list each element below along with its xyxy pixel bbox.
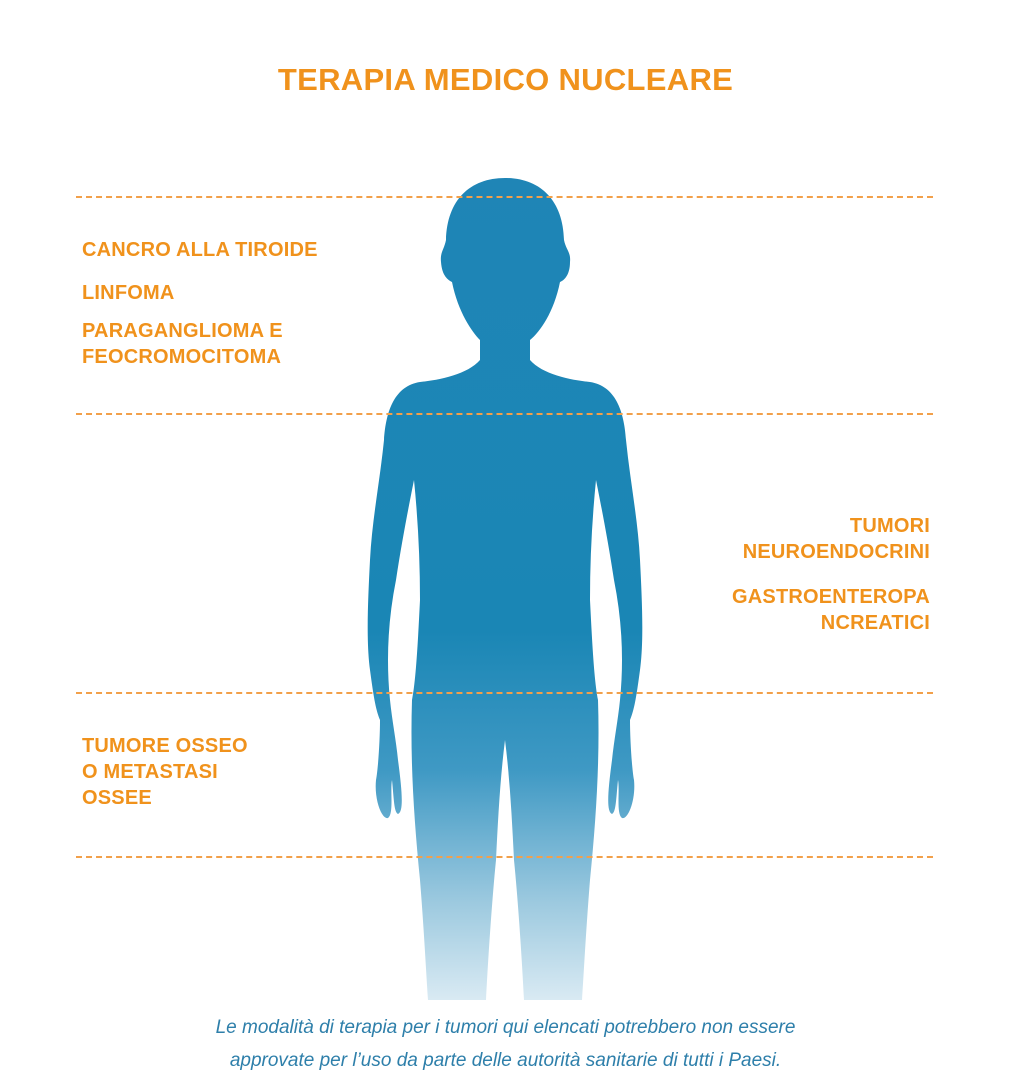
caption-line-1: Le modalità di terapia per i tumori qui elencati potrebbero non essere	[215, 1017, 796, 1038]
divider-legs	[76, 856, 933, 858]
label-line: CANCRO ALLA TIROIDE	[82, 239, 318, 261]
label-bone-tumor	[82, 733, 248, 811]
label-gastroenteropancreatic	[732, 584, 930, 636]
label-line: GASTROENTEROPA	[732, 586, 930, 608]
page-title: TERAPIA MEDICO NUCLEARE	[277, 62, 734, 97]
label-line: FEOCROMOCITOMA	[82, 346, 282, 368]
divider-top	[76, 196, 933, 198]
divider-hips	[76, 692, 933, 694]
disclaimer-caption	[0, 1011, 1011, 1077]
label-line: O METASTASI	[82, 761, 218, 783]
divider-chest	[76, 413, 933, 415]
silhouette-body	[368, 360, 643, 1000]
label-thyroid-cancer	[82, 237, 318, 263]
caption-line-2: approvate per l’uso da parte delle autorità sanitarie di tutti i Paesi.	[229, 1050, 782, 1071]
label-line: TUMORI	[849, 515, 930, 537]
label-line: PARAGANGLIOMA E	[82, 320, 283, 342]
label-line: LINFOMA	[82, 282, 175, 304]
silhouette-head	[441, 178, 570, 368]
label-paraganglioma	[82, 318, 283, 370]
label-line: NCREATICI	[820, 612, 930, 634]
label-line: TUMORE OSSEO	[82, 735, 248, 757]
label-line: OSSEE	[82, 787, 152, 809]
label-line: NEUROENDOCRINI	[742, 541, 930, 563]
label-neuroendocrine	[743, 513, 930, 565]
label-lymphoma	[82, 280, 175, 306]
